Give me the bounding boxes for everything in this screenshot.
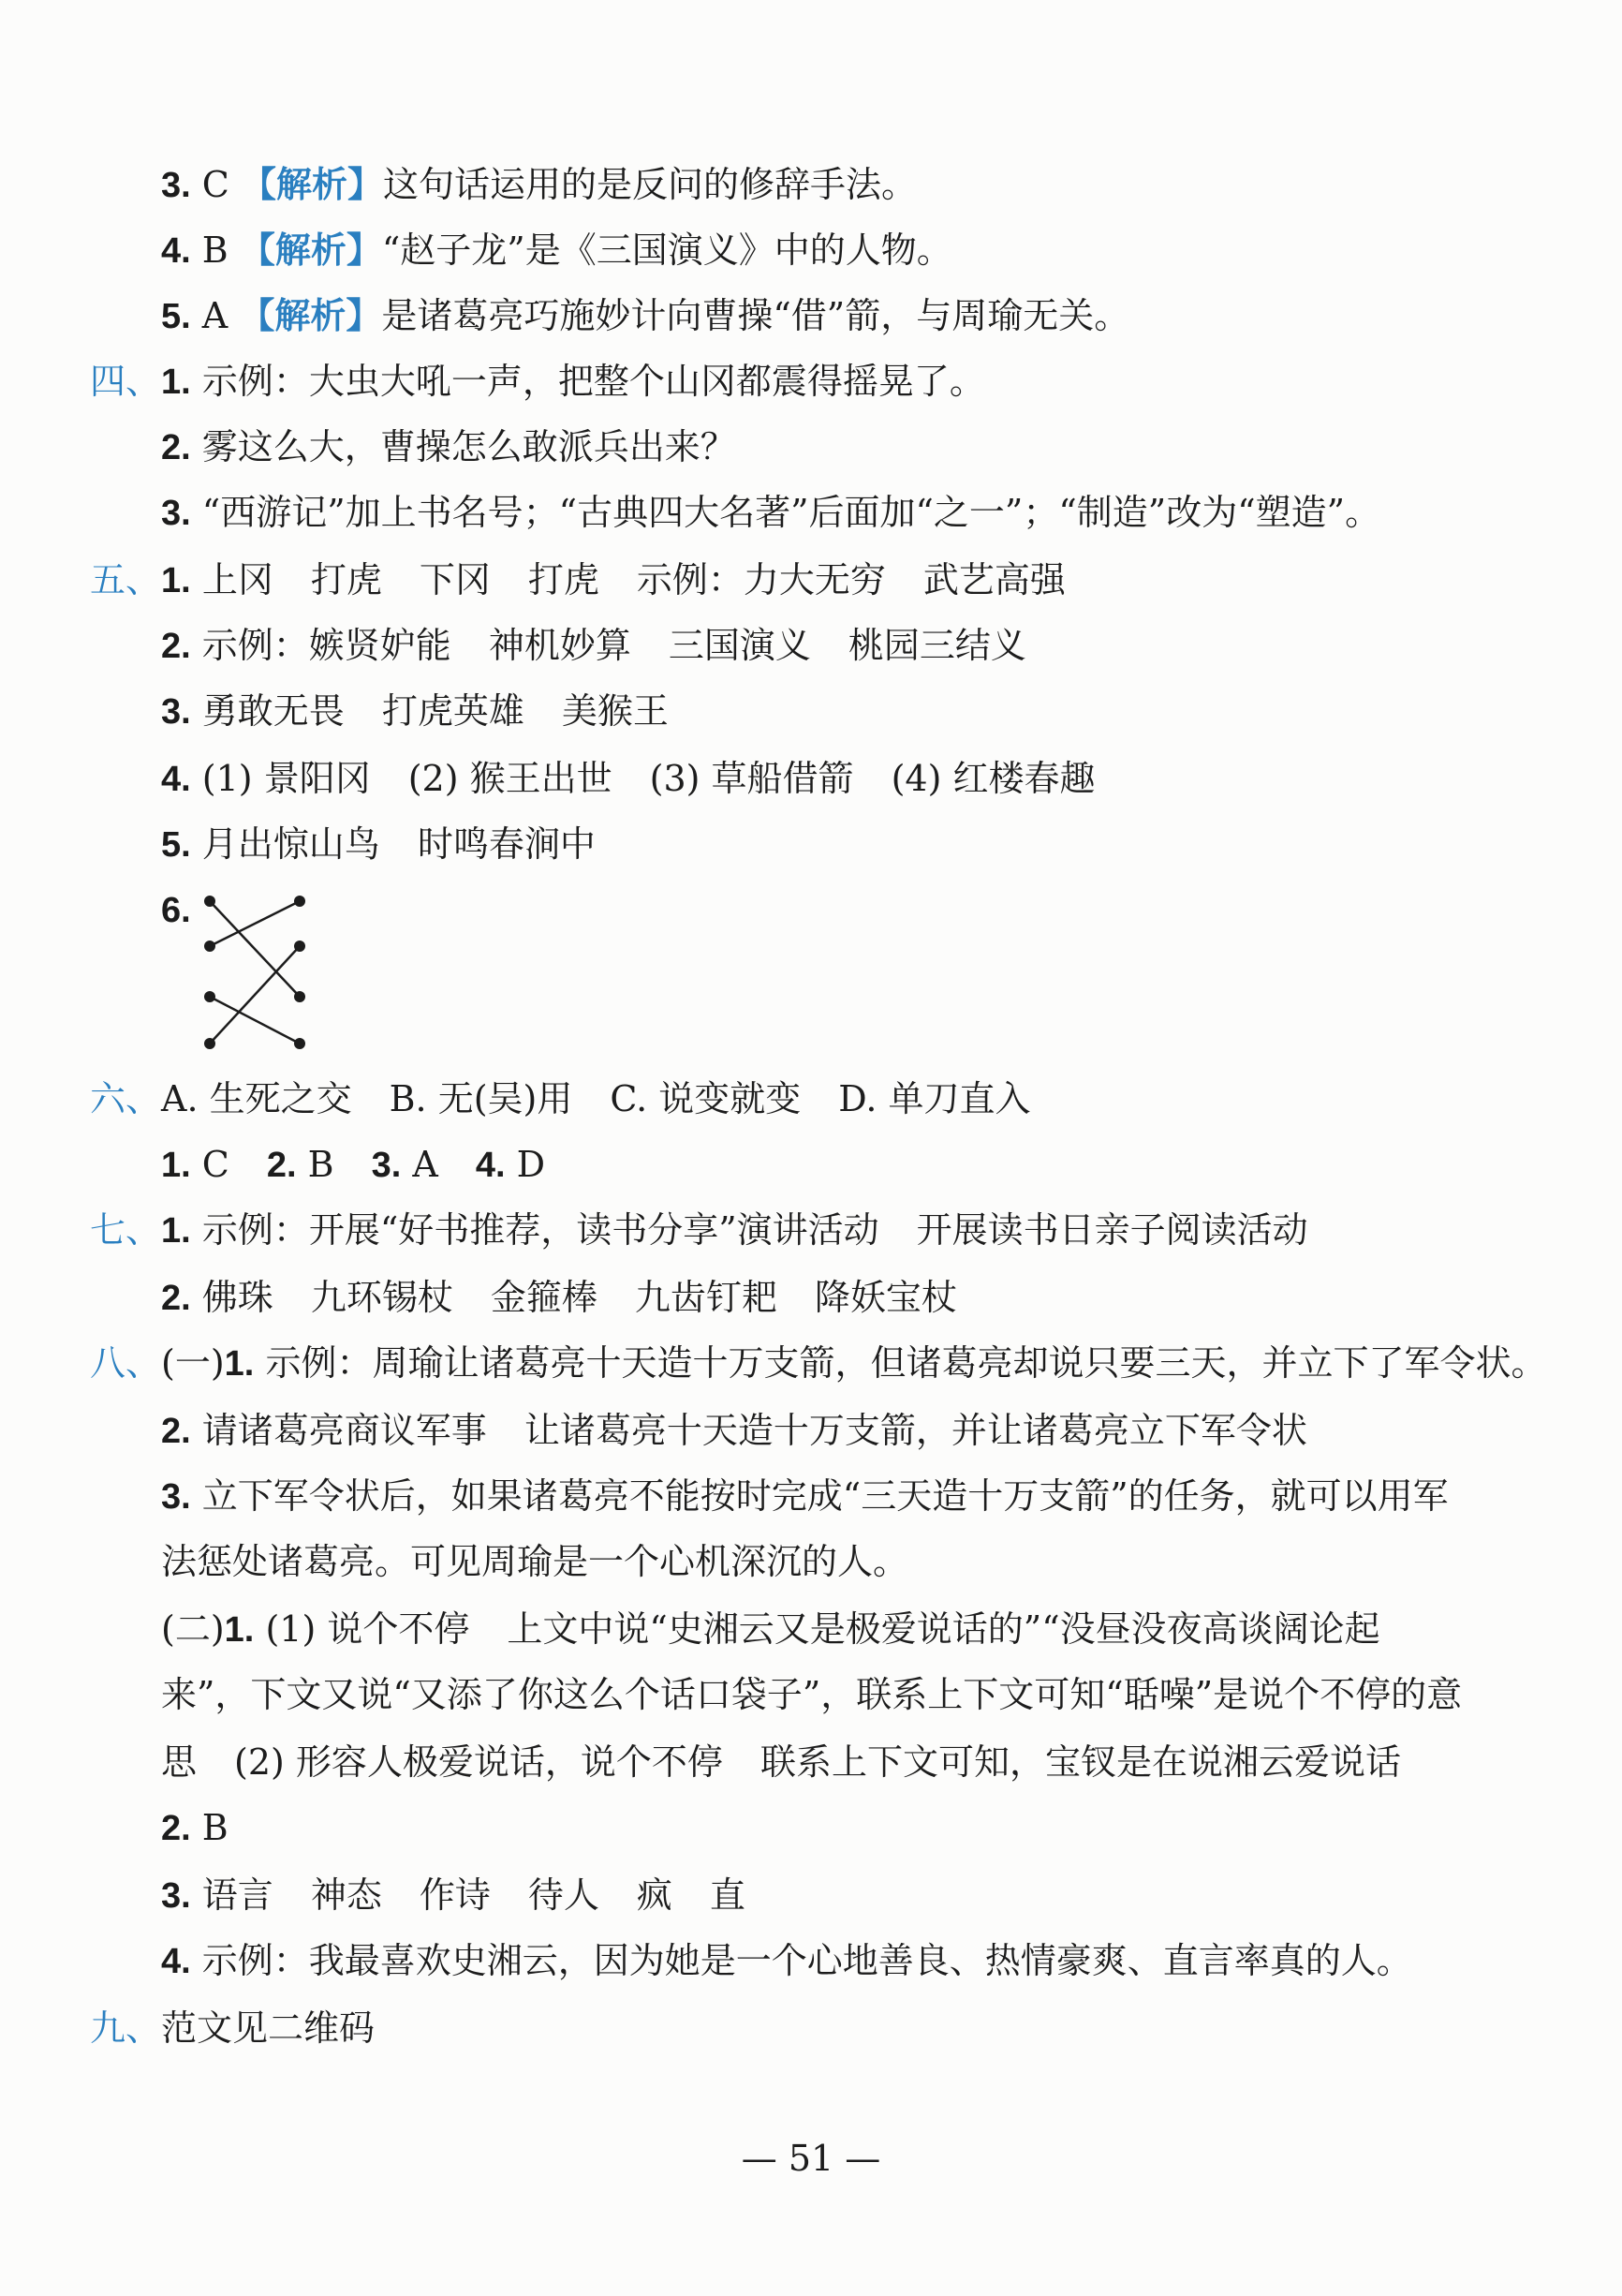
match-line bbox=[210, 946, 300, 1044]
answer-line-5: 5. A 【解析】是诸葛亮巧施妙计向曹操“借”箭，与周瑜无关。 bbox=[161, 295, 1130, 336]
answer-line-3: 3. C 【解析】这句话运用的是反问的修辞手法。 bbox=[161, 164, 917, 205]
section-label: 四、 bbox=[90, 361, 162, 402]
section-8-line-2: 2. 请诸葛亮商议军事 让诸葛亮十天造十万支箭，并让诸葛亮立下军令状 bbox=[161, 1410, 1307, 1451]
section-5-line-4: 4. (1) 景阳冈 (2) 猴王出世 (3) 草船借箭 (4) 红楼春趣 bbox=[161, 758, 1096, 799]
section-8-line-1: 八、(一)1. 示例：周瑜让诸葛亮十天造十万支箭，但诸葛亮却说只要三天，并立下了军令状。 bbox=[90, 1342, 1547, 1384]
match-dot bbox=[294, 941, 305, 952]
match-dot bbox=[294, 1038, 305, 1049]
section-6-line-2: 1. C 2. B 3. A 4. D bbox=[161, 1144, 546, 1185]
answer-line-4: 4. B 【解析】“赵子龙”是《三国演义》中的人物。 bbox=[161, 230, 952, 271]
page-number: — 51 — bbox=[741, 2138, 881, 2179]
section-label: 七、 bbox=[90, 1209, 162, 1251]
section-8-line-5: (二)1. (1) 说个不停 上文中说“史湘云又是极爱说话的”“没昼没夜高谈阔论起 bbox=[161, 1608, 1380, 1650]
analysis-tag: 【解析】 bbox=[239, 230, 382, 271]
section-label: 八、 bbox=[90, 1342, 162, 1384]
section-5-line-1: 五、1. 上冈 打虎 下冈 打虎 示例：力大无穷 武艺高强 bbox=[90, 559, 1066, 600]
match-dot bbox=[204, 941, 215, 952]
section-8-line-3: 3. 立下军令状后，如果诸葛亮不能按时完成“三天造十万支箭”的任务，就可以用军 bbox=[161, 1475, 1449, 1517]
match-dot bbox=[294, 896, 305, 907]
section-5-line-2: 2. 示例：嫉贤妒能 神机妙算 三国演义 桃园三结义 bbox=[161, 625, 1026, 666]
section-8-line-9: 3. 语言 神态 作诗 待人 疯 直 bbox=[161, 1874, 745, 1916]
section-6-line-1: 六、A. 生死之交 B. 无(吴)用 C. 说变就变 D. 单刀直入 bbox=[90, 1078, 1031, 1119]
match-dot bbox=[294, 991, 305, 1002]
section-8-line-6: 来”，下文又说“又添了你这么个话口袋子”，联系上下文可知“聒噪”是说个不停的意 bbox=[161, 1674, 1463, 1715]
section-4-line-3: 3. “西游记”加上书名号；“古典四大名著”后面加“之一”；“制造”改为“塑造”。 bbox=[161, 492, 1381, 533]
match-dot bbox=[204, 991, 215, 1002]
match-line bbox=[210, 997, 300, 1044]
section-label: 五、 bbox=[90, 559, 162, 600]
section-9-line-1: 九、范文见二维码 bbox=[90, 2007, 376, 2049]
section-8-line-10: 4. 示例：我最喜欢史湘云，因为她是一个心地善良、热情豪爽、直言率真的人。 bbox=[161, 1940, 1412, 1981]
analysis-tag: 【解析】 bbox=[239, 295, 382, 336]
section-label: 六、 bbox=[90, 1078, 162, 1119]
match-line bbox=[210, 901, 300, 997]
section-8-line-8: 2. B bbox=[161, 1807, 229, 1848]
match-dot bbox=[204, 896, 215, 907]
matching-diagram bbox=[199, 892, 311, 1057]
section-7-line-1: 七、1. 示例：开展“好书推荐，读书分享”演讲活动 开展读书日亲子阅读活动 bbox=[90, 1209, 1308, 1251]
section-8-line-4: 法惩处诸葛亮。可见周瑜是一个心机深沉的人。 bbox=[161, 1541, 909, 1582]
analysis-tag: 【解析】 bbox=[240, 164, 383, 205]
match-line bbox=[210, 901, 300, 946]
section-5-line-5: 5. 月出惊山鸟 时鸣春涧中 bbox=[161, 823, 596, 865]
section-4-line-1: 四、1. 示例：大虫大吼一声，把整个山冈都震得摇晃了。 bbox=[90, 361, 985, 402]
section-5-line-6: 6. bbox=[161, 891, 191, 930]
section-4-line-2: 2. 雾这么大，曹操怎么敢派兵出来？ bbox=[161, 426, 736, 467]
section-5-line-3: 3. 勇敢无畏 打虎英雄 美猴王 bbox=[161, 690, 669, 732]
section-7-line-2: 2. 佛珠 九环锡杖 金箍棒 九齿钉耙 降妖宝杖 bbox=[161, 1277, 957, 1318]
match-dot bbox=[204, 1038, 215, 1049]
section-label: 九、 bbox=[90, 2007, 162, 2049]
section-8-line-7: 思 (2) 形容人极爱说话，说个不停 联系上下文可知，宝钗是在说湘云爱说话 bbox=[161, 1741, 1401, 1783]
